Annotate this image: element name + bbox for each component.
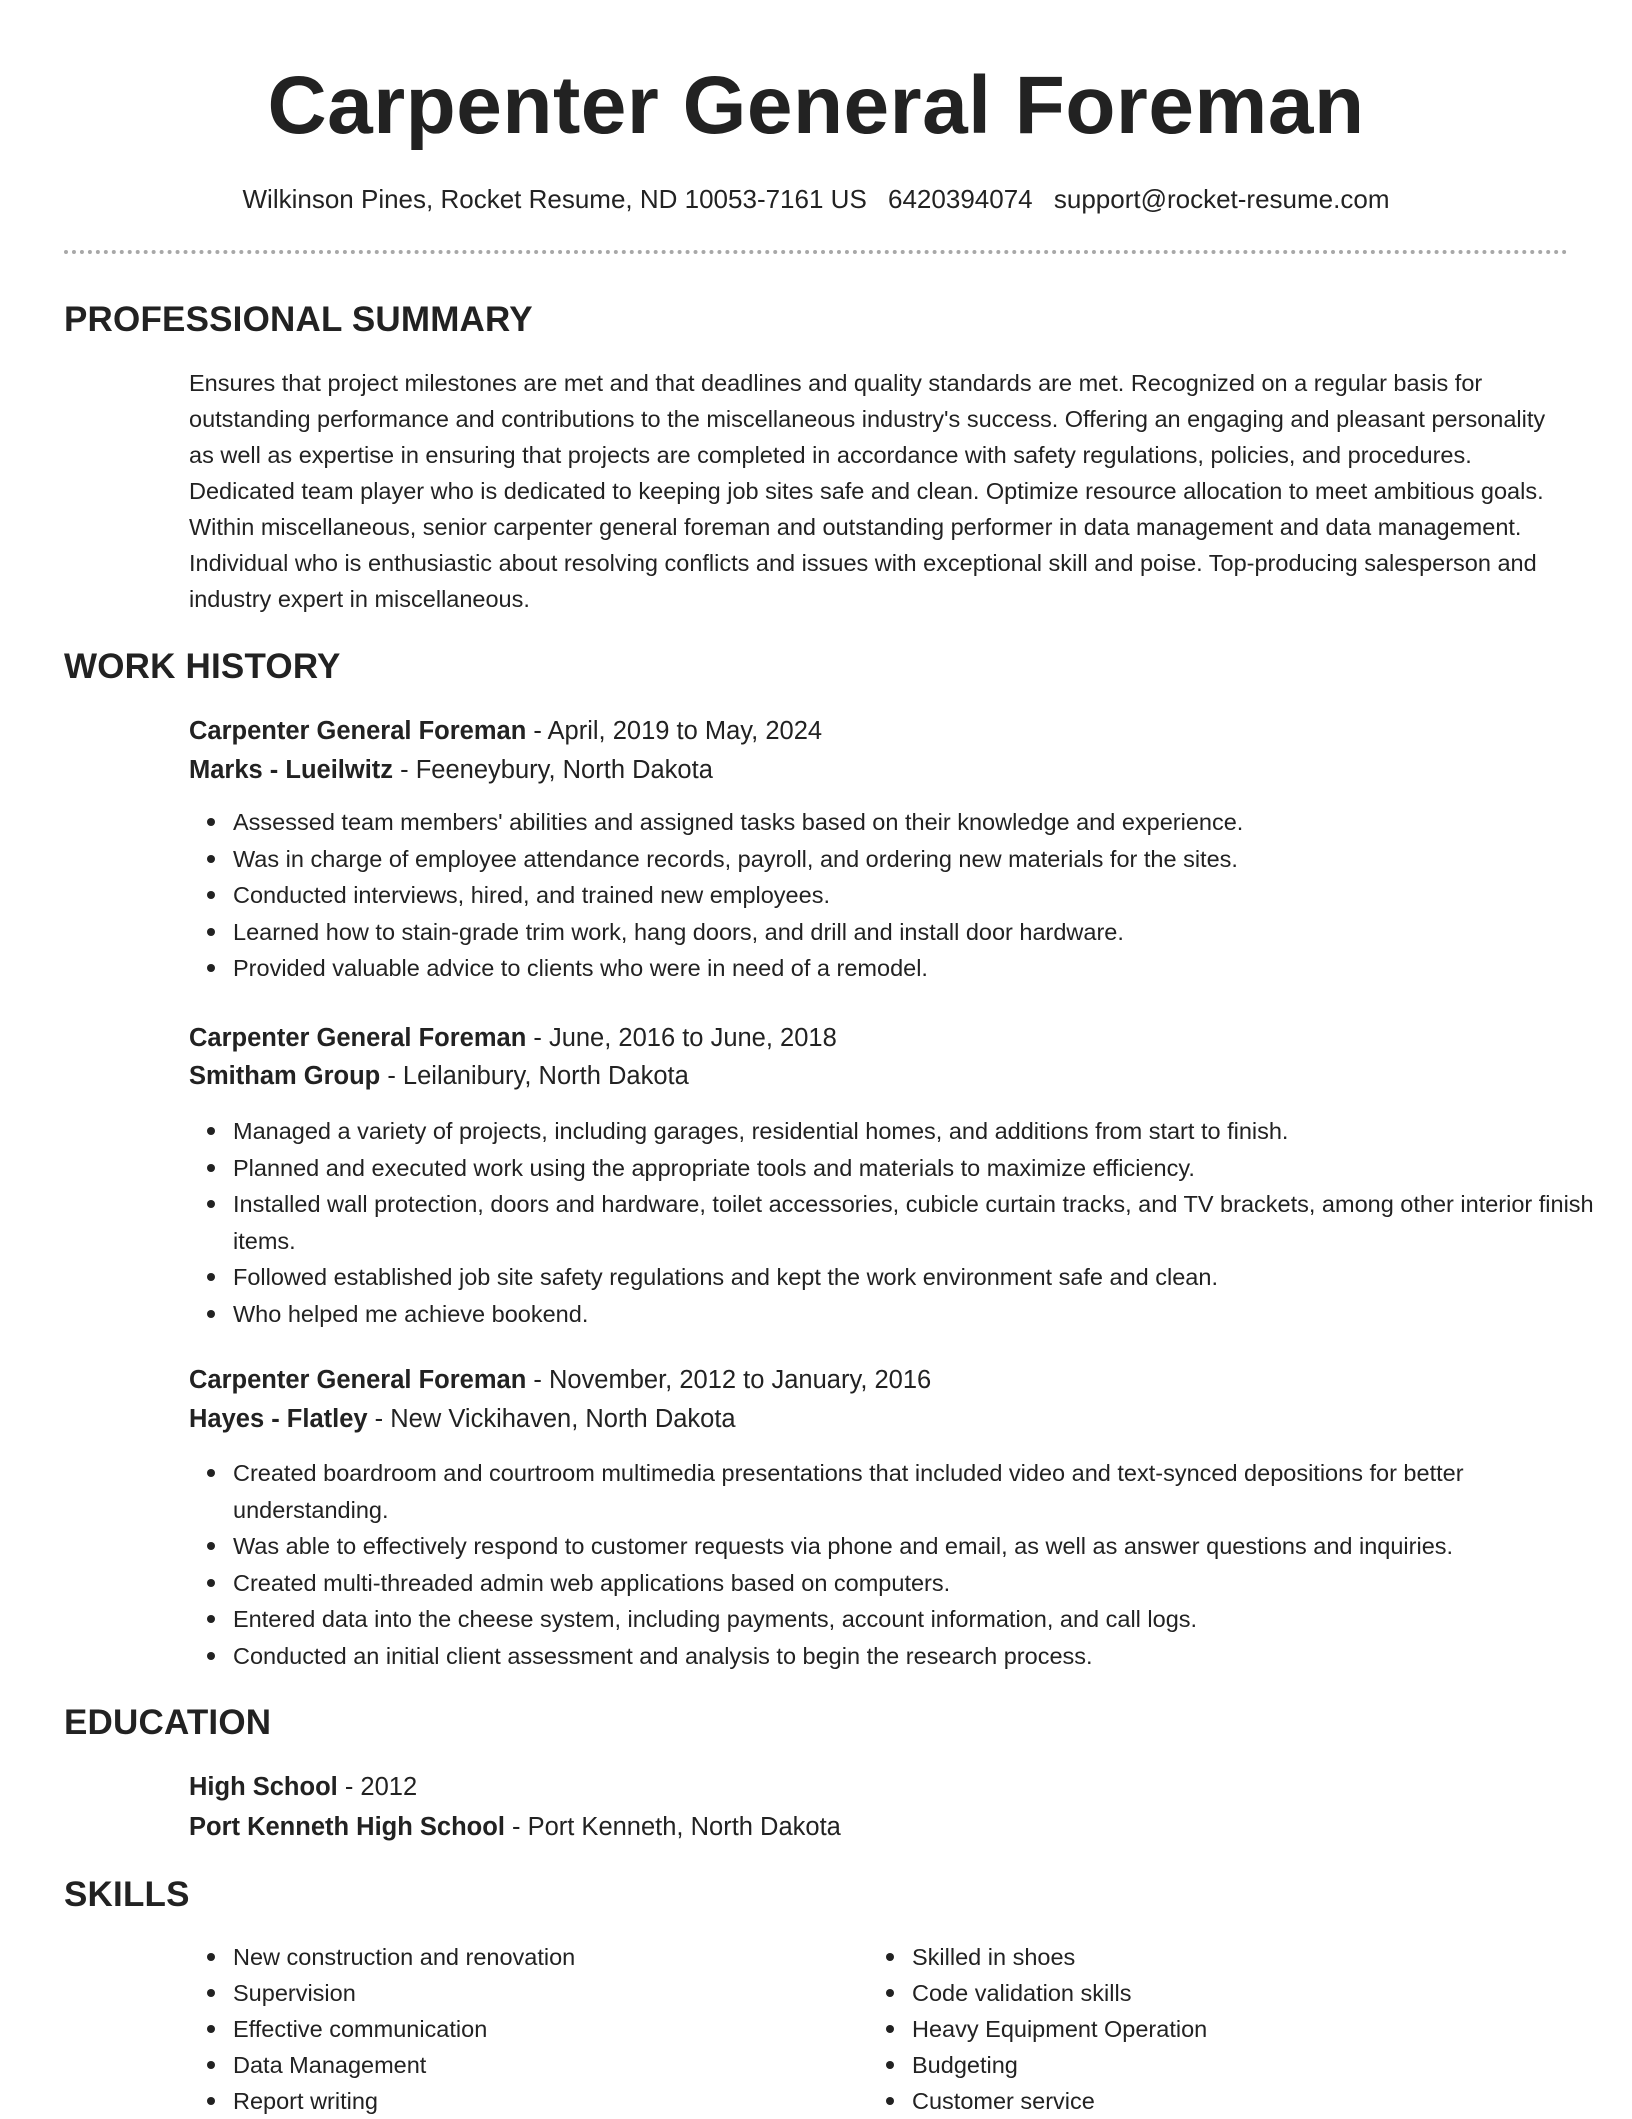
list-item: Installed wall protection, doors and hardware, toilet accessories, cubicle curtain tracks, and TV brackets, among other interior finish items. — [233, 1186, 1613, 1259]
skills-heading: SKILLS — [64, 1875, 190, 1914]
job-role: Carpenter General Foreman — [189, 1024, 527, 1052]
list-item: Planned and executed work using the appropriate tools and materials to maximize efficiency. — [233, 1150, 1613, 1187]
skill-item: Code validation skills — [912, 1975, 1612, 2011]
education-degree-line — [189, 1768, 417, 1806]
list-item: Entered data into the cheese system, including payments, account information, and call logs. — [233, 1601, 1613, 1638]
job-2-company-line — [189, 1057, 689, 1095]
skill-item: Budgeting — [912, 2047, 1612, 2083]
job-1-title-line — [189, 712, 822, 750]
list-item: Assessed team members' abilities and assigned tasks based on their knowledge and experience. — [233, 804, 1613, 841]
contact-phone: 6420394074 — [888, 184, 1033, 214]
skills-right-column — [868, 1939, 1612, 2119]
job-location: - Feeneybury, North Dakota — [393, 756, 713, 784]
education-school: Port Kenneth High School — [189, 1813, 505, 1841]
education-degree: High School — [189, 1773, 338, 1801]
list-item: Was able to effectively respond to customer requests via phone and email, as well as answer questions and inquiries. — [233, 1528, 1613, 1565]
contact-email: support@rocket-resume.com — [1053, 184, 1390, 214]
skill-item: Effective communication — [233, 2011, 873, 2047]
education-heading: EDUCATION — [64, 1703, 272, 1742]
skill-item: New construction and renovation — [233, 1939, 873, 1975]
skills-left-column — [189, 1939, 873, 2119]
education-location: - Port Kenneth, North Dakota — [504, 1813, 841, 1841]
summary-heading: PROFESSIONAL SUMMARY — [64, 300, 533, 339]
job-location: - New Vickihaven, North Dakota — [367, 1405, 736, 1433]
job-role: Carpenter General Foreman — [189, 717, 527, 745]
list-item: Conducted interviews, hired, and trained new employees. — [233, 877, 1613, 914]
contact-line — [0, 181, 1632, 217]
job-3-company-line — [189, 1400, 736, 1438]
skill-item: Report writing — [233, 2083, 873, 2119]
contact-address: Wilkinson Pines, Rocket Resume, ND 10053-7161 US — [242, 184, 867, 214]
job-company: Smitham Group — [189, 1062, 381, 1090]
job-2-title-line — [189, 1019, 837, 1057]
job-dates: - June, 2016 to June, 2018 — [526, 1024, 837, 1052]
candidate-name: Carpenter General Foreman — [267, 60, 1365, 151]
job-company: Marks - Lueilwitz — [189, 756, 394, 784]
header-divider — [64, 250, 1568, 254]
job-2-bullets — [189, 1113, 1613, 1332]
skill-item: Data Management — [233, 2047, 873, 2083]
job-role: Carpenter General Foreman — [189, 1366, 527, 1394]
skill-item: Customer service — [912, 2083, 1612, 2119]
skill-item: Supervision — [233, 1975, 873, 2011]
education-year: - 2012 — [337, 1773, 418, 1801]
list-item: Followed established job site safety regulations and kept the work environment safe and clean. — [233, 1259, 1613, 1296]
job-1-bullets — [189, 804, 1613, 987]
list-item: Managed a variety of projects, including garages, residential homes, and additions from start to finish. — [233, 1113, 1613, 1150]
job-3-bullets — [189, 1455, 1613, 1674]
skill-item: Skilled in shoes — [912, 1939, 1612, 1975]
work-history-heading: WORK HISTORY — [64, 647, 341, 686]
list-item: Who helped me achieve bookend. — [233, 1296, 1613, 1333]
summary-text: Ensures that project milestones are met and that deadlines and quality standards are met. Recognized on a regular basis for outstanding performance and contributions to the miscellaneous industry's success. Offering an engaging and pleasant personality as well as expertise in ensuring that projects are completed in accordance with safety regulations, policies, and procedures. Dedicated team player who is dedicated to keeping job sites safe and clean. Optimize resource allocation to meet ambitious goals. Within miscellaneous, senior carpenter general foreman and outstanding performer in data management and data management. Individual who is enthusiastic about resolving conflicts and issues with exceptional skill and poise. Top-producing salesperson and industry expert in miscellaneous. — [189, 370, 1546, 612]
job-location: - Leilanibury, North Dakota — [380, 1062, 689, 1090]
list-item: Created boardroom and courtroom multimedia presentations that included video and text-synced depositions for better understanding. — [233, 1455, 1613, 1528]
skill-item: Heavy Equipment Operation — [912, 2011, 1612, 2047]
job-dates: - November, 2012 to January, 2016 — [526, 1366, 932, 1394]
list-item: Provided valuable advice to clients who were in need of a remodel. — [233, 950, 1613, 987]
job-3-title-line — [189, 1361, 931, 1399]
job-1-company-line — [189, 751, 713, 789]
job-company: Hayes - Flatley — [189, 1405, 368, 1433]
list-item: Created multi-threaded admin web applications based on computers. — [233, 1565, 1613, 1602]
list-item: Was in charge of employee attendance records, payroll, and ordering new materials for the sites. — [233, 841, 1613, 878]
education-school-line — [189, 1808, 841, 1846]
list-item: Learned how to stain-grade trim work, hang doors, and drill and install door hardware. — [233, 914, 1613, 951]
job-dates: - April, 2019 to May, 2024 — [526, 717, 823, 745]
list-item: Conducted an initial client assessment and analysis to begin the research process. — [233, 1638, 1613, 1675]
